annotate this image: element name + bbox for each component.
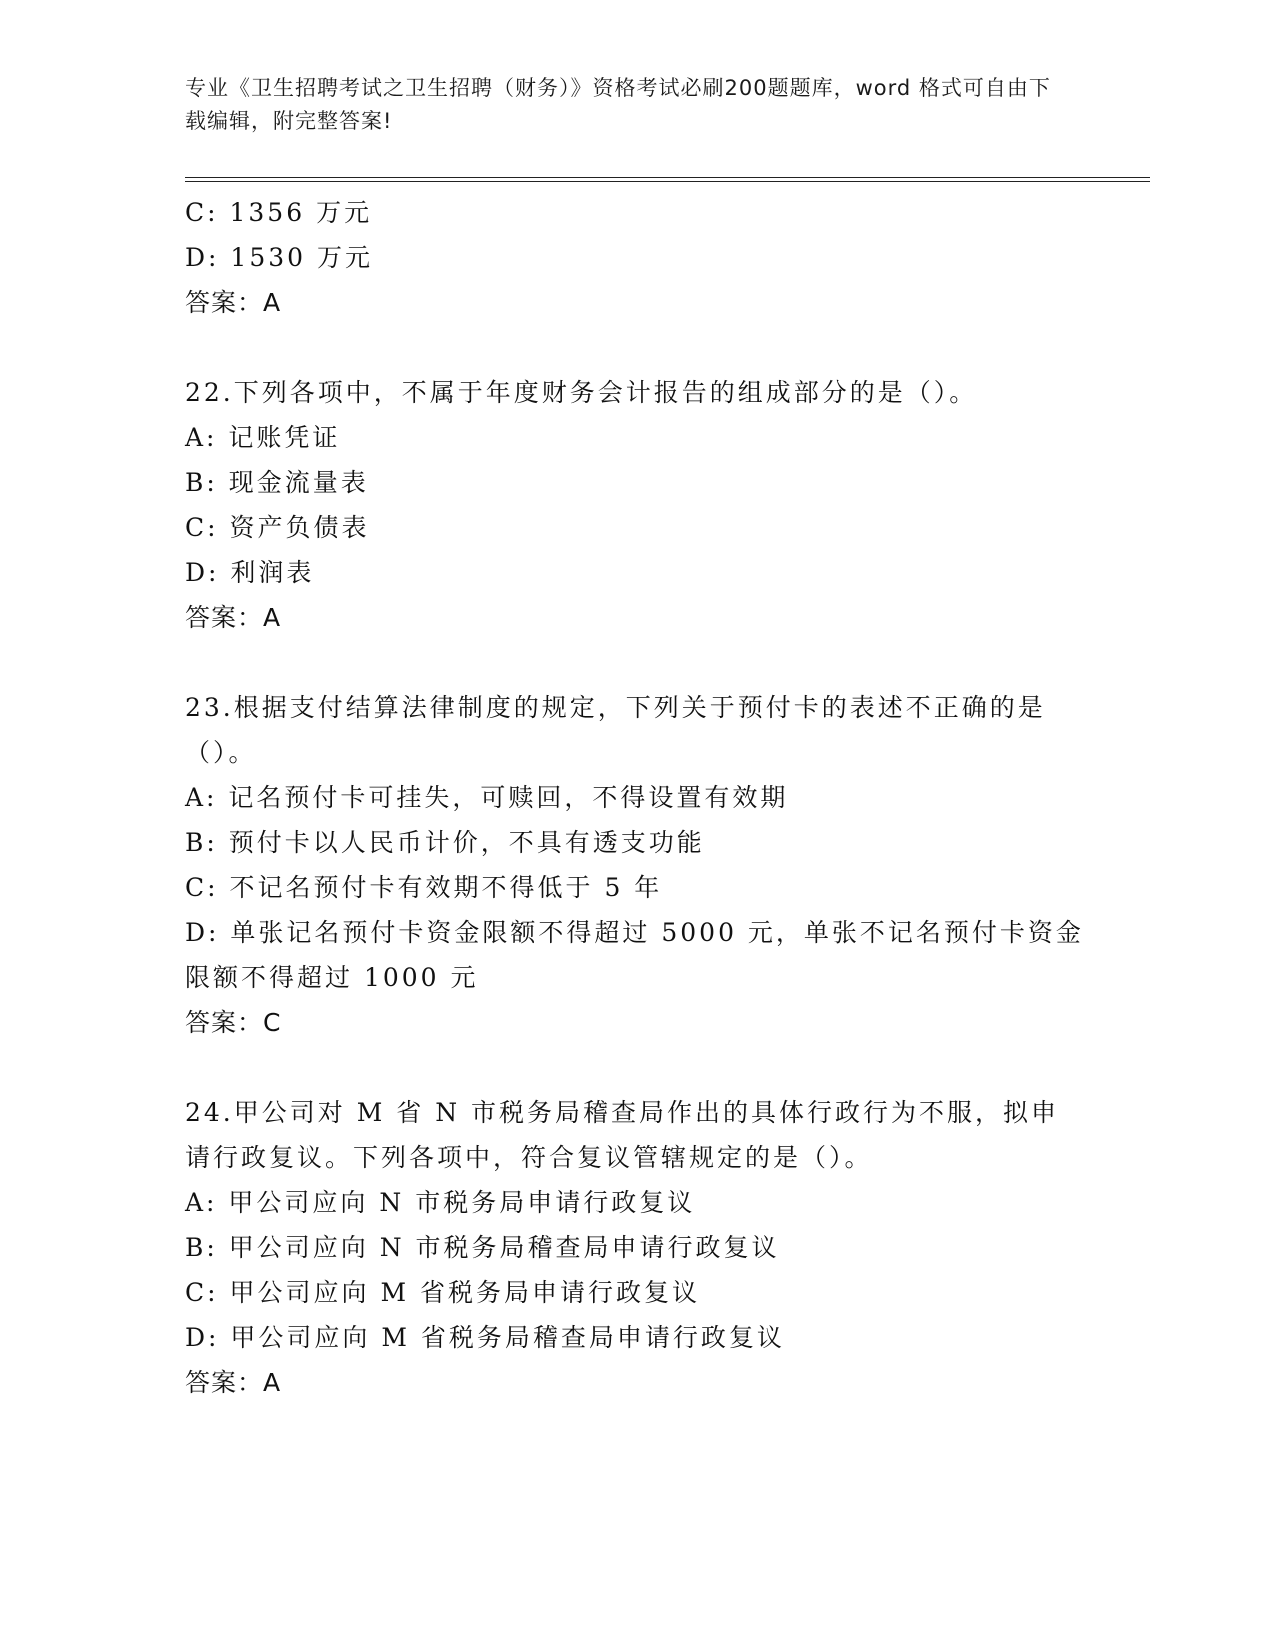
document-body [185, 190, 1085, 1450]
option-a: A: 记账凭证 [185, 423, 341, 452]
option-a: A: 记名预付卡可挂失，可赎回，不得设置有效期 [185, 783, 789, 812]
answer-line: 答案：C [185, 1008, 282, 1037]
document-title: 专业《卫生招聘考试之卫生招聘（财务）》资格考试必刷200题题库，word 格式可自由下载编辑，附完整答案! [185, 76, 1051, 133]
option-d: D: 单张记名预付卡资金限额不得超过 5000 元，单张不记名预付卡资金限额不得超过 1000 元 [185, 918, 1084, 992]
option-c: C: 不记名预付卡有效期不得低于 5 年 [185, 873, 663, 902]
question-23 [185, 685, 1085, 1045]
option-b: B: 预付卡以人民币计价，不具有透支功能 [185, 828, 705, 857]
question-24 [185, 1090, 1085, 1405]
option-c: C: 1356 万元 [185, 198, 373, 227]
header-double-rule [185, 177, 1150, 182]
document-header [185, 72, 1065, 138]
answer-line: 答案：A [185, 288, 282, 317]
answer-line: 答案：A [185, 1368, 282, 1397]
question-text: 24.甲公司对 M 省 N 市税务局稽查局作出的具体行政行为不服，拟申请行政复议。下列各项中，符合复议管辖规定的是（）。 [185, 1098, 1060, 1172]
option-d: D: 1530 万元 [185, 243, 373, 272]
question-22 [185, 370, 1085, 640]
option-a: A: 甲公司应向 N 市税务局申请行政复议 [185, 1188, 696, 1217]
question-text: 22.下列各项中，不属于年度财务会计报告的组成部分的是（）。 [185, 378, 978, 407]
option-b: B: 现金流量表 [185, 468, 369, 497]
option-b: B: 甲公司应向 N 市税务局稽查局申请行政复议 [185, 1233, 780, 1262]
option-c: C: 资产负债表 [185, 513, 370, 542]
option-d: D: 甲公司应向 M 省税务局稽查局申请行政复议 [185, 1323, 785, 1352]
question-text: 23.根据支付结算法律制度的规定，下列关于预付卡的表述不正确的是（）。 [185, 693, 1046, 767]
answer-line: 答案：A [185, 603, 282, 632]
option-d: D: 利润表 [185, 558, 315, 587]
option-c: C: 甲公司应向 M 省税务局申请行政复议 [185, 1278, 700, 1307]
question-fragment [185, 190, 1085, 325]
